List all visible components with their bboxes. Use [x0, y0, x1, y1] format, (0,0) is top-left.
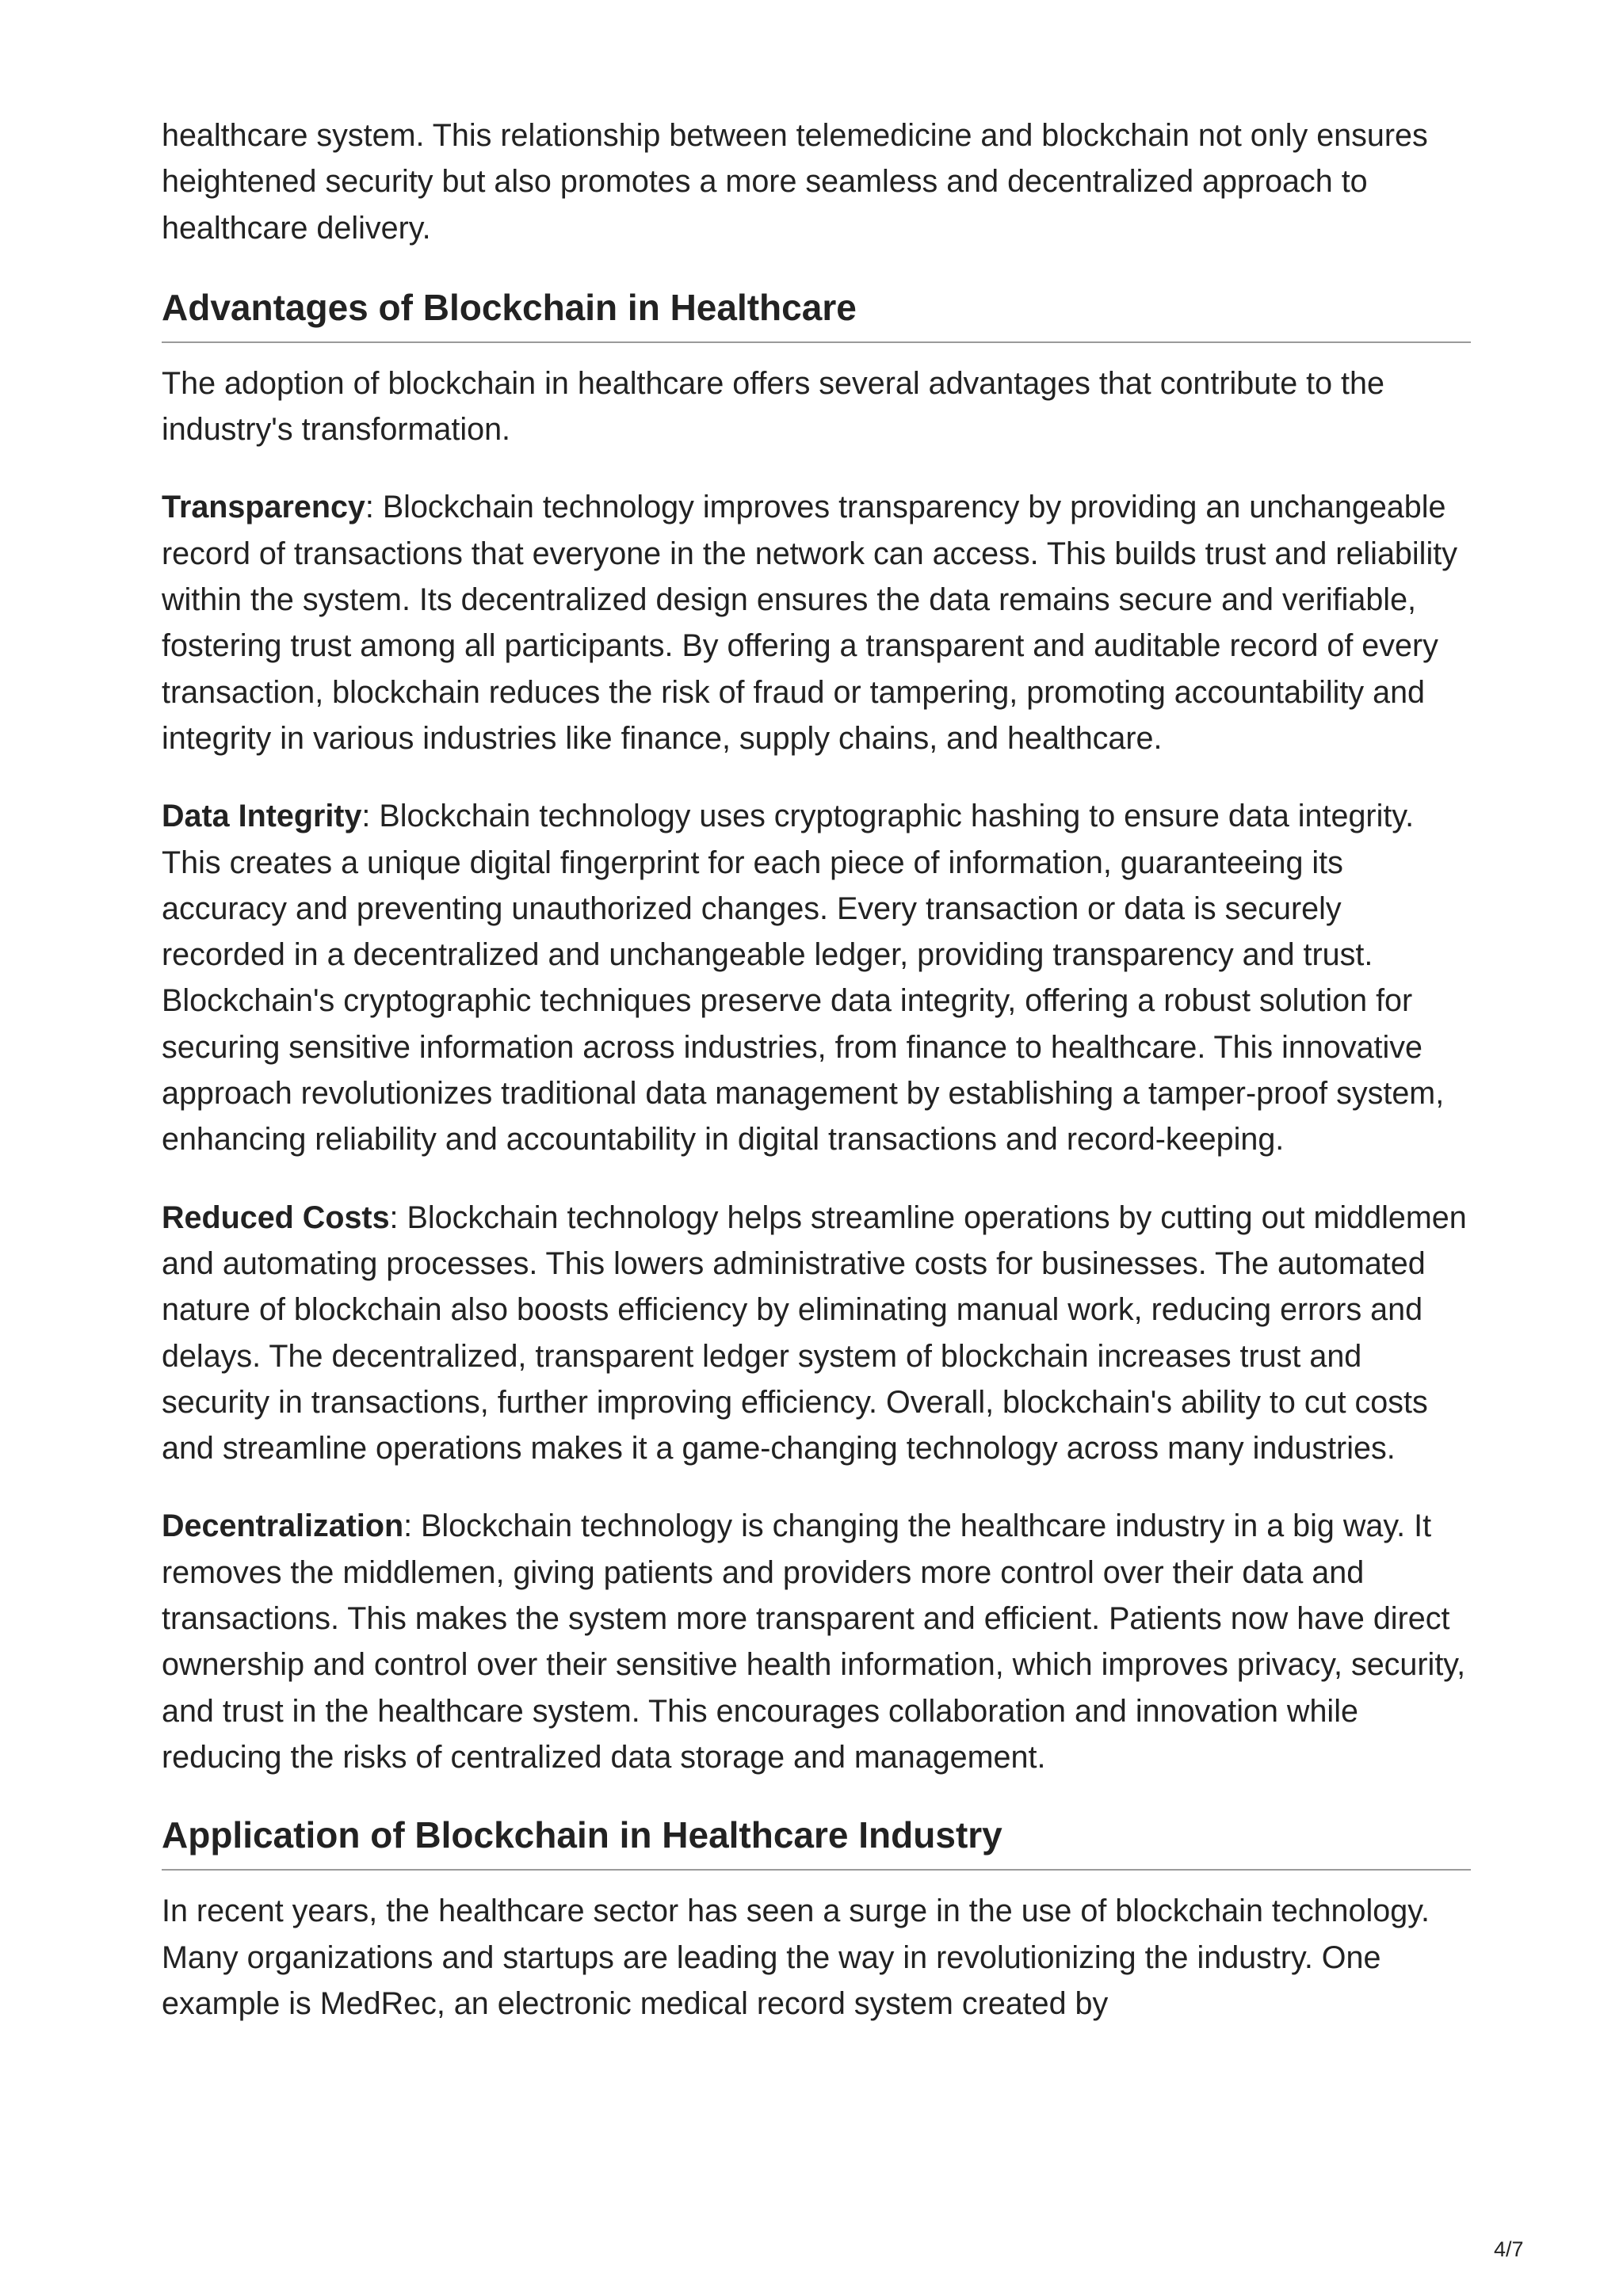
advantage-term: Reduced Costs — [162, 1199, 390, 1235]
advantage-term: Data Integrity — [162, 799, 362, 834]
advantage-text: : Blockchain technology is changing the healthcare industry in a big way. It removes the middlemen, giving patients and providers more control over their data and transactions. This makes the system more transparent and efficient. Patients now have direct ownership and control over their sensitive health information, which improves privacy, security, and trust in the healthcare system. This encourages collaboration and innovation while reducing the risks of centralized data storage and management. — [162, 1508, 1466, 1775]
advantage-term: Transparency — [162, 490, 365, 525]
article-body — [162, 113, 1471, 2058]
section-intro-advantages: The adoption of blockchain in healthcare offers several advantages that contribute to the industry's transformation. — [162, 365, 1384, 448]
section-heading-application: Application of Blockchain in Healthcare Industry — [162, 1812, 1471, 1871]
advantage-item-data-integrity — [162, 793, 1471, 1162]
section-heading-advantages: Advantages of Blockchain in Healthcare — [162, 284, 1471, 343]
page-number: 4/7 — [1494, 2237, 1524, 2261]
advantage-text: : Blockchain technology helps streamline operations by cutting out middlemen and automating processes. This lowers administrative costs for businesses. The automated nature of blockchain also boosts efficiency by eliminating manual work, reducing errors and delays. The decentralized, transparent ledger system of blockchain increases trust and security in transactions, further improving efficiency. Overall, blockchain's ability to cut costs and streamline operations makes it a game-changing technology across many industries. — [162, 1199, 1467, 1466]
advantage-term: Decentralization — [162, 1508, 404, 1544]
advantage-item-reduced-costs — [162, 1195, 1471, 1472]
intro-paragraph: healthcare system. This relationship between telemedicine and blockchain not only ensures heightened security but also promotes a more seamless and decentralized approach to healthcare delivery. — [162, 118, 1428, 246]
section-intro-application: In recent years, the healthcare sector has seen a surge in the use of blockchain technology. Many organizations and startups are leading the way in revolutionizing the industry. One example is MedRec, an electronic medical record system created by — [162, 1894, 1430, 2021]
advantage-item-decentralization — [162, 1503, 1471, 1780]
advantage-text: : Blockchain technology improves transparency by providing an unchangeable record of transactions that everyone in the network can access. This builds trust and reliability within the system. Its decentralized design ensures the data remains secure and verifiable, fostering trust among all participants. By offering a transparent and auditable record of every transaction, blockchain reduces the risk of fraud or tampering, promoting accountability and integrity in various industries like finance, supply chains, and healthcare. — [162, 490, 1457, 756]
advantage-text: : Blockchain technology uses cryptographic hashing to ensure data integrity. This creates a unique digital fingerprint for each piece of information, guaranteeing its accuracy and preventing unauthorized changes. Every transaction or data is securely recorded in a decentralized and unchangeable ledger, providing transparency and trust. Blockchain's cryptographic techniques preserve data integrity, offering a robust solution for securing sensitive information across industries, from finance to healthcare. This innovative approach revolutionizes traditional data management by establishing a tamper-proof system, enhancing reliability and accountability in digital transactions and record-keeping. — [162, 799, 1445, 1158]
advantage-item-transparency — [162, 484, 1471, 761]
